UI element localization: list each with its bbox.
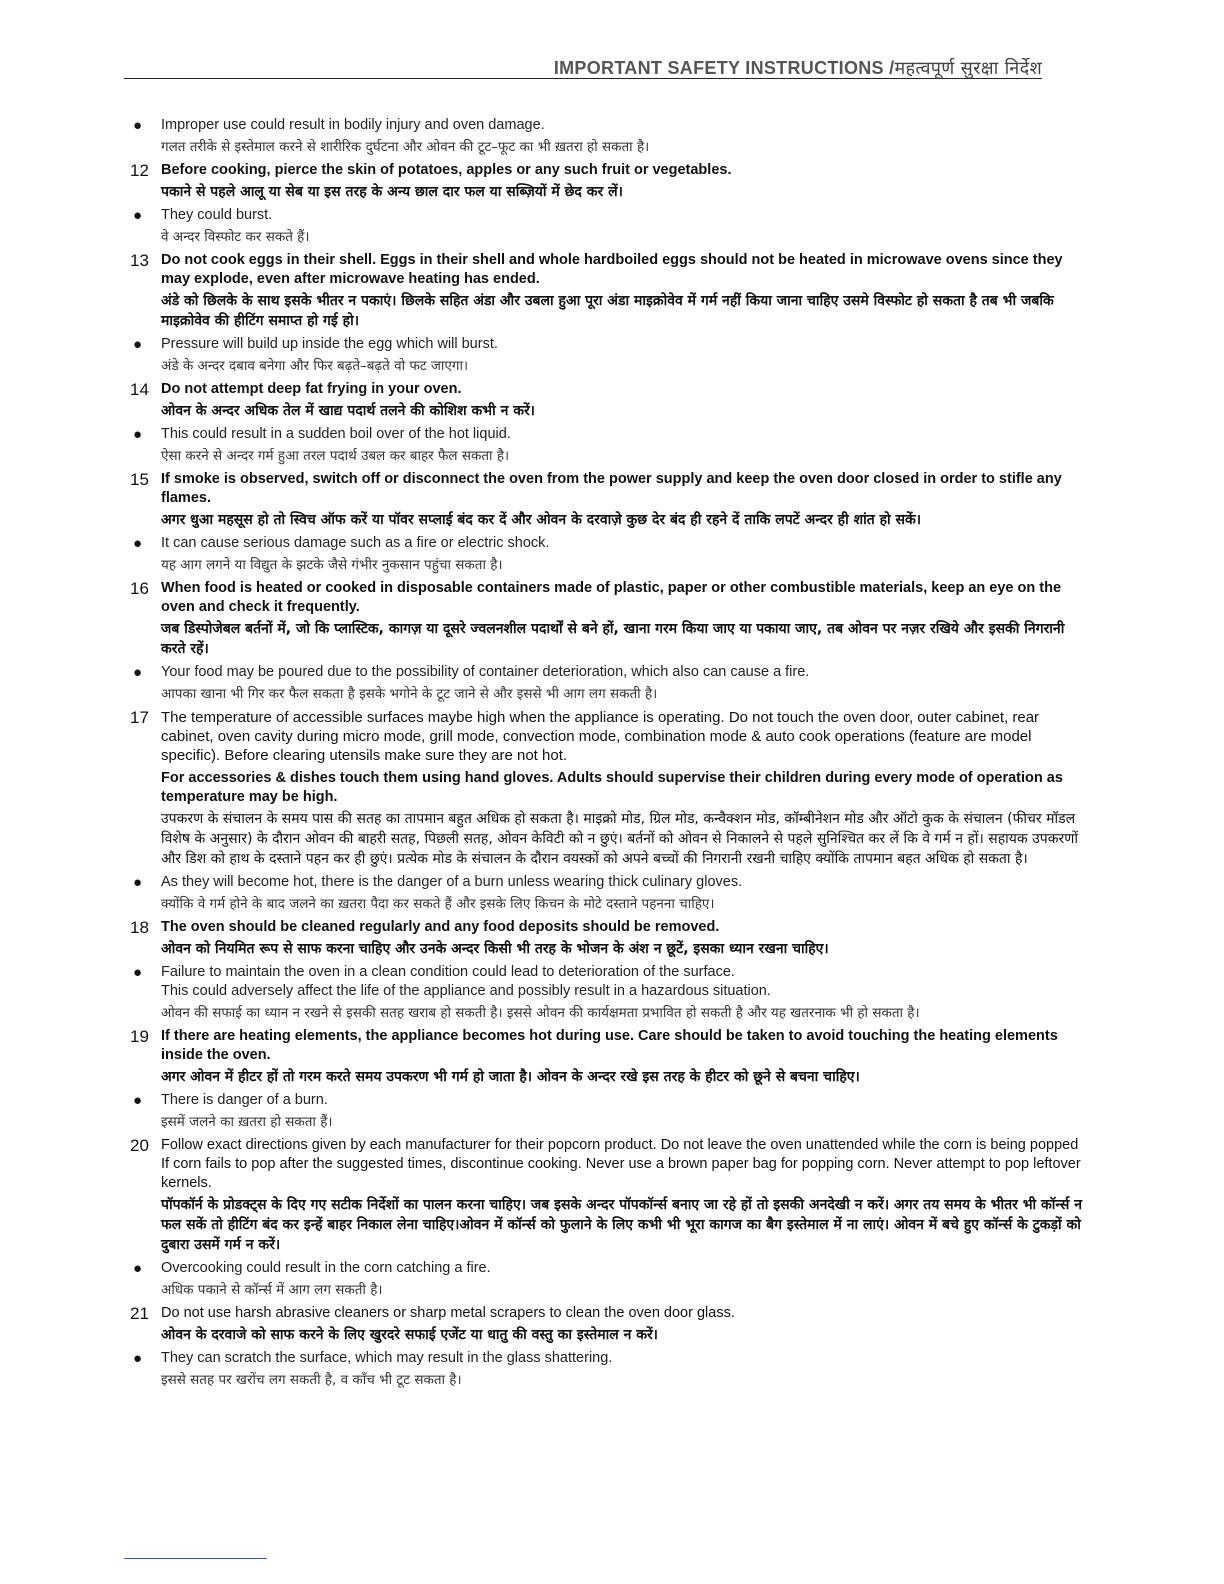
- english-text: Before cooking, pierce the skin of potatoes, apples or any such fruit or vegetables.: [161, 162, 732, 178]
- hindi-text: गलत तरीके से इस्तेमाल करने से शारीरिक दुर्घटना और ओवन की टूट–फूट का भी ख़तरा हो सकता है।: [161, 139, 650, 155]
- english-text: The temperature of accessible surfaces maybe high when the appliance is operating. Do not touch the oven door, outer cabinet, rear cabinet, oven cavity during micro mode, grill mode, convection mode, combination mode & auto cook operations (feature are model specific). Before clearing utensils make sure they are not hot.: [161, 709, 1040, 764]
- item-number: 19: [130, 1027, 149, 1046]
- bullet-note: [130, 335, 1090, 376]
- english-text: There is danger of a burn.: [161, 1092, 328, 1108]
- item-number: 20: [130, 1136, 149, 1155]
- item-number: 21: [130, 1304, 149, 1323]
- english-text: If there are heating elements, the appliance becomes hot during use. Care should be taken to avoid touching the heating elements inside the oven.: [161, 1028, 1058, 1063]
- english-text: Your food may be poured due to the possibility of container deterioration, which also can cause a fire.: [161, 664, 810, 680]
- instruction-item-20: [130, 1136, 1090, 1255]
- bullet-icon: ●: [133, 336, 143, 353]
- hindi-text: इसमें जलने का ख़तरा हो सकता हैं।: [161, 1114, 333, 1130]
- item-number: 17: [130, 708, 149, 727]
- hindi-text: अगर ओवन में हीटर हों तो गरम करते समय उपकरण भी गर्म हो जाता है। ओवन के अन्दर रखे इस तरह के हीटर को छूने से बचना चाहिए।: [161, 1069, 860, 1085]
- english-text: Pressure will build up inside the egg which will burst.: [161, 336, 498, 352]
- english-text: When food is heated or cooked in disposable containers made of plastic, paper or other combustible materials, keep an eye on the oven and check it frequently.: [161, 580, 1062, 615]
- bullet-icon: ●: [133, 117, 143, 134]
- english-text: They can scratch the surface, which may result in the glass shattering.: [161, 1350, 613, 1366]
- hindi-text: जब डिस्पोजेबल बर्तनों में, जो कि प्लास्टिक, कागज़ या दूसरे ज्वलनशील पदार्थों से बने हों, खाना गरम किया जाए या पकाया जाए, तब ओवन पर नज़र रखिये और इसकी निगरानी करते रहें।: [161, 621, 1065, 657]
- bullet-note: [130, 963, 1090, 1023]
- instruction-item-16: [130, 579, 1090, 659]
- instruction-item-15: [130, 470, 1090, 530]
- hindi-text: यह आग लगने या विद्युत के झटके जैसे गंभीर नुकसान पहुंचा सकता है।: [161, 557, 503, 573]
- bullet-note: [130, 206, 1090, 247]
- item-number: 16: [130, 579, 149, 598]
- hindi-text: ओवन को नियमित रूप से साफ करना चाहिए और उनके अन्दर किसी भी तरह के भोजन के अंश न छूटें, इसका ध्यान रखना चाहिए।: [161, 941, 829, 957]
- hindi-text: आपका खाना भी गिर कर फैल सकता है इसके भगोने के टूट जाने से और इससे भी आग लग सकती है।: [161, 686, 658, 702]
- instruction-item-12: [130, 161, 1090, 202]
- header-title-hi: महत्वपूर्ण सुरक्षा निर्देश: [894, 58, 1042, 79]
- english-text: Overcooking could result in the corn catching a fire.: [161, 1260, 491, 1276]
- bullet-note: [130, 425, 1090, 466]
- hindi-text: ओवन की सफाई का ध्यान न रखने से इसकी सतह खराब हो सकती है। इससे ओवन की कार्यक्षमता प्रभावित हो सकती है और यह खतरनाक भी हो सकता है।: [161, 1005, 920, 1021]
- bullet-note: [130, 663, 1090, 704]
- header-title: [554, 56, 1042, 80]
- english-text: Follow exact directions given by each manufacturer for their popcorn product. Do not leave the oven unattended while the corn is being popped If corn fails to pop after the suggested times, discontinue cooking. Never use a brown paper bag for popping corn. Never attempt to pop leftover kernels.: [161, 1137, 1081, 1191]
- english-text: As they will become hot, there is the danger of a burn unless wearing thick culinary gloves.: [161, 874, 743, 890]
- instruction-item-17: [130, 708, 1090, 869]
- hindi-text: पॉपकॉर्न के प्रोडक्ट्स के दिए गए सटीक निर्देशों का पालन करना चाहिए। जब इसके अन्दर पॉपकॉर्न्स बनाए जा रहे हों तो इसकी अनदेखी न करें। अगर तय समय के भीतर भी कॉर्न्स न फल सकें तो हीटिंग बंद कर इन्हें बाहर निकाल लेना चाहिए।ओवन में कॉर्न्स को फुलाने के लिए कभी भी भूरा कागज का बैग इस्तेमाल में ना लाएं। ओवन में बचे हुए कॉर्न्स के टुकड़ों को दुबारा उसमें गर्म न करें।: [161, 1197, 1083, 1253]
- hindi-text: अंडे को छिलके के साथ इसके भीतर न पकाएं। छिलके सहित अंडा और उबला हुआ पूरा अंडा माइक्रोवेव में गर्म नहीं किया जाना चाहिए उसमे विस्फोट हो सकता है तब भी जबकि माइक्रोवेव की हीटिंग समाप्त हो गई हो।: [161, 293, 1054, 329]
- bullet-icon: ●: [133, 1092, 143, 1109]
- english-text: It can cause serious damage such as a fire or electric shock.: [161, 535, 550, 551]
- bullet-icon: ●: [133, 874, 143, 891]
- instruction-item-19: [130, 1027, 1090, 1087]
- item-number: 12: [130, 161, 149, 180]
- hindi-text: ओवन के दरवाजे को साफ करने के लिए खुरदरे सफाई एजेंट या धातु की वस्तु का इस्तेमाल न करें।: [161, 1327, 658, 1343]
- bullet-icon: ●: [133, 1350, 143, 1367]
- bullet-icon: ●: [133, 1260, 143, 1277]
- english-text: The oven should be cleaned regularly and any food deposits should be removed.: [161, 919, 720, 935]
- hindi-text: अंडे के अन्दर दबाव बनेगा और फिर बढ़ते–बढ़ते वो फट जाएगा।: [161, 358, 469, 374]
- bullet-icon: ●: [133, 535, 143, 552]
- hindi-text: उपकरण के संचालन के समय पास की सतह का तापमान बहुत अधिक हो सकता है। माइक्रो मोड, ग्रिल मोड, कन्वैक्शन मोड, कॉम्बीनेशन मोड और ऑटो कुक के संचालन (फीचर मॉडल विशेष के अनुसार) के दौरान ओवन की बाहरी सतह, पिछली सतह, ओवन केविटी को न छुएं। बर्तनों को ओवन से निकालने से पहले सुनिश्चित कर लें कि वे गर्म न हों। सहायक उपकरणों और डिश को हाथ के दस्ताने पहन कर ही छुएं। प्रत्येक मोड के संचालन के दौरान वयस्कों को अपने बच्चों की निगरानी रखनी चाहिए क्योंकि तापमान बहत अधिक हो सकता है।: [161, 811, 1078, 867]
- bullet-note: [130, 873, 1090, 914]
- hindi-text: अगर धुआ महसूस हो तो स्विच ऑफ करें या पॉवर सप्लाई बंद कर दें और ओवन के दरवाज़े कुछ देर बंद ही रहने दें ताकि लपटें अन्दर ही शांत हो सकें।: [161, 512, 922, 528]
- english-text: Do not attempt deep fat frying in your oven.: [161, 381, 462, 397]
- english-text: Do not use harsh abrasive cleaners or sharp metal scrapers to clean the oven door glass.: [161, 1305, 735, 1321]
- bullet-note: [130, 534, 1090, 575]
- bullet-icon: ●: [133, 207, 143, 224]
- bullet-icon: ●: [133, 964, 143, 981]
- hindi-text: ओवन के अन्दर अधिक तेल में खाद्य पदार्थ तलने की कोशिश कभी न करें।: [161, 403, 535, 419]
- instruction-item-18: [130, 918, 1090, 959]
- english-text: This could result in a sudden boil over of the hot liquid.: [161, 426, 511, 442]
- english-text: If smoke is observed, switch off or disconnect the oven from the power supply and keep the oven door closed in order to stifle any flames.: [161, 471, 1062, 506]
- bullet-note: [130, 116, 1090, 157]
- english-text: Improper use could result in bodily injury and oven damage.: [161, 117, 545, 133]
- instruction-item-21: [130, 1304, 1090, 1345]
- english-text: Failure to maintain the oven in a clean condition could lead to deterioration of the surface.: [161, 964, 735, 980]
- instruction-item-13: [130, 251, 1090, 331]
- instructions-list: [130, 116, 1090, 1394]
- bullet-note: [130, 1091, 1090, 1132]
- instruction-item-14: [130, 380, 1090, 421]
- bullet-note: [130, 1259, 1090, 1300]
- hindi-text: अधिक पकाने से कॉर्न्स में आग लग सकती है।: [161, 1282, 383, 1298]
- english-text-continued: For accessories & dishes touch them using hand gloves. Adults should supervise their children during every mode of operation as temperature may be high.: [161, 770, 1063, 805]
- header-title-en: IMPORTANT SAFETY INSTRUCTIONS /: [553, 58, 895, 78]
- hindi-text: ऐसा करने से अन्दर गर्म हुआ तरल पदार्थ उबल कर बाहर फैल सकता है।: [161, 448, 510, 464]
- hindi-text: क्योंकि वे गर्म होने के बाद जलने का ख़तरा पैदा कर सकते हैं और इसके लिए किचन के मोटे दस्ताने पहनना चाहिए।: [161, 896, 715, 912]
- item-number: 15: [130, 470, 149, 489]
- english-text: Do not cook eggs in their shell. Eggs in their shell and whole hardboiled eggs should not be heated in microwave ovens since they may explode, even after microwave heating has ended.: [161, 252, 1063, 287]
- hindi-text: वे अन्दर विस्फोट कर सकते हैं।: [161, 229, 310, 245]
- bullet-note: [130, 1349, 1090, 1390]
- item-number: 13: [130, 251, 149, 270]
- english-text-continued: This could adversely affect the life of the appliance and possibly result in a hazardous situation.: [161, 983, 771, 999]
- bullet-icon: ●: [133, 664, 143, 681]
- item-number: 18: [130, 918, 149, 937]
- english-text: They could burst.: [161, 207, 273, 223]
- item-number: 14: [130, 380, 149, 399]
- page-header: [124, 54, 1042, 79]
- hindi-text: इससे सतह पर खरोंच लग सकती है, व काँच भी टूट सकता है।: [161, 1372, 462, 1388]
- bullet-icon: ●: [133, 426, 143, 443]
- hindi-text: पकाने से पहले आलू या सेब या इस तरह के अन्य छाल दार फल या सब्ज़ियों में छेद कर लें।: [161, 184, 623, 200]
- footer-rule: [124, 1558, 267, 1559]
